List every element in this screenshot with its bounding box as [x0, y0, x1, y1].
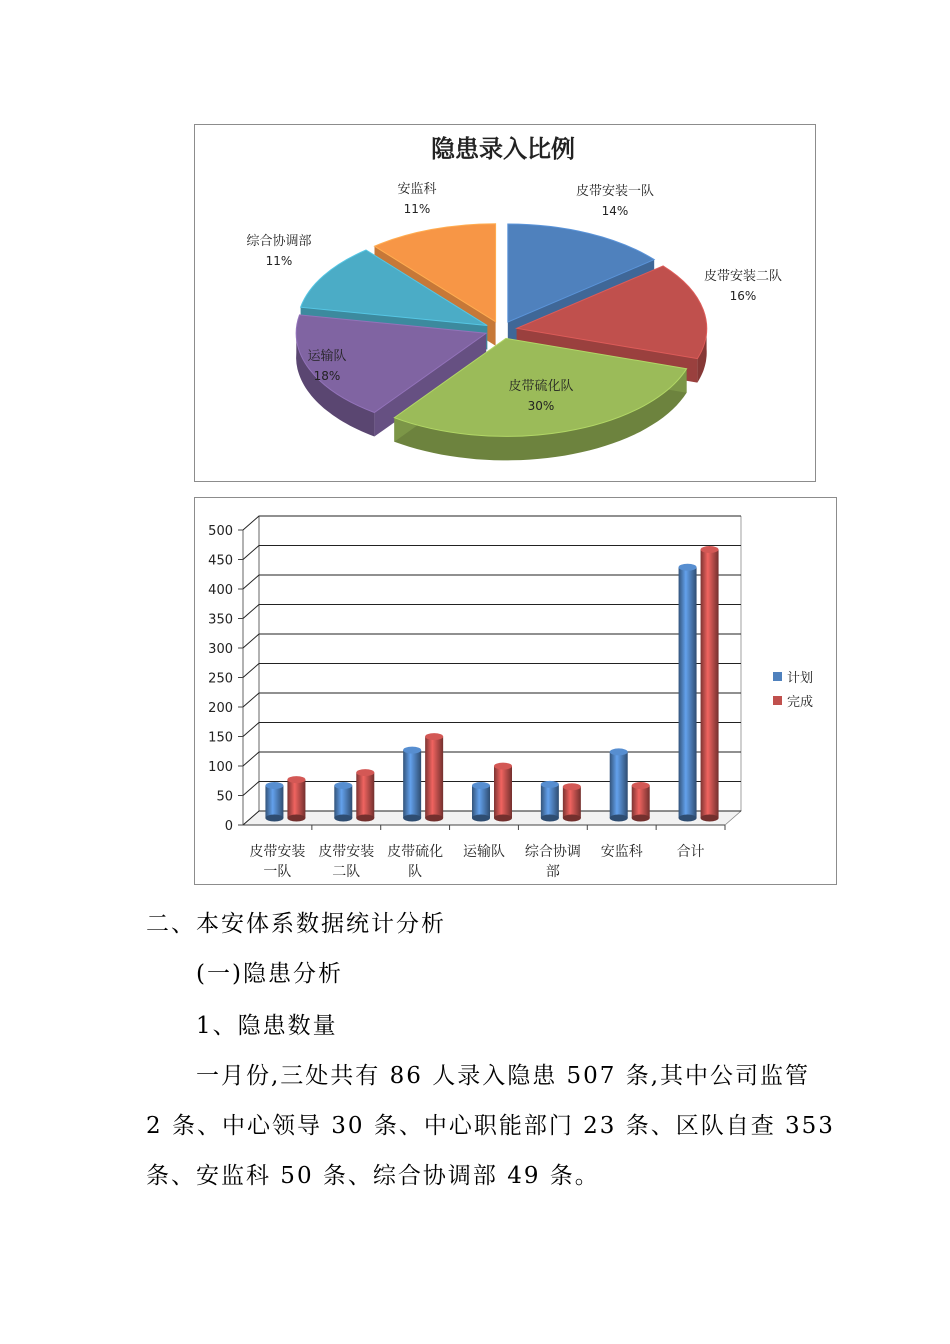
bar-done-3: [425, 733, 443, 821]
bar-done-7: [701, 546, 719, 821]
pie-label-3: 皮带硫化队: [508, 379, 574, 394]
svg-text:计划: 计划: [787, 671, 814, 686]
pie-label-6: 安监科: [397, 182, 437, 197]
subsection-heading: (一)隐患分析: [196, 961, 343, 987]
pie-chart: [194, 124, 816, 482]
bar-done-5: [563, 783, 581, 821]
x-category-label: 皮带硫化: [387, 844, 444, 860]
item-heading: 1、隐患数量: [196, 1013, 338, 1039]
x-category-label: 综合协调: [524, 844, 581, 860]
y-tick-label: 400: [208, 583, 233, 598]
x-category-label: 部: [545, 864, 560, 880]
bar-done-4: [494, 763, 512, 822]
pie-label-4: 运输队: [307, 349, 347, 364]
bar-plan-5: [541, 781, 559, 822]
pie-chart-title: 隐患录入比例: [431, 135, 575, 163]
y-tick-label: 250: [208, 671, 233, 687]
paragraph-line-1: 一月份,三处共有 86 人录入隐患 507 条,其中公司监管: [196, 1063, 811, 1089]
pie-percent-6: 11%: [403, 202, 431, 216]
pie-percent-2: 16%: [729, 289, 757, 303]
x-category-label: 队: [408, 864, 423, 880]
x-category-label: 皮带安装: [318, 844, 375, 860]
y-tick-label: 500: [208, 524, 233, 539]
bar-plan-1: [265, 782, 283, 821]
legend-item-1: [773, 670, 813, 686]
pie-label-5: 综合协调部: [246, 234, 312, 249]
bar-done-2: [356, 769, 374, 821]
bar-chart: [194, 497, 837, 885]
pie-percent-4: 18%: [313, 369, 341, 383]
pie-chart-svg: [195, 125, 815, 481]
pie-percent-3: 30%: [527, 399, 555, 413]
bar-plan-7: [679, 564, 697, 822]
x-category-label: 皮带安装: [249, 844, 306, 860]
legend-item-2: [773, 694, 813, 710]
y-tick-label: 0: [224, 819, 233, 834]
pie-label-1: 皮带安装一队: [575, 184, 655, 199]
y-tick-label: 450: [208, 553, 233, 569]
y-tick-label: 100: [208, 760, 233, 775]
bar-plan-6: [610, 748, 628, 821]
x-category-label: 安监科: [600, 844, 643, 860]
y-tick-label: 150: [208, 730, 233, 746]
y-tick-label: 50: [216, 789, 233, 805]
bar-done-6: [632, 782, 650, 821]
svg-text:完成: 完成: [787, 695, 814, 710]
section-heading: 二、本安体系数据统计分析: [146, 911, 446, 937]
y-tick-label: 200: [208, 701, 233, 716]
x-category-label: 合计: [676, 844, 705, 860]
pie-label-2: 皮带安装二队: [703, 269, 783, 284]
y-tick-label: 300: [208, 642, 233, 657]
y-tick-label: 350: [208, 612, 233, 628]
bar-plan-2: [334, 782, 352, 821]
pie-percent-1: 14%: [601, 204, 629, 218]
bar-done-1: [287, 776, 305, 821]
x-category-label: 一队: [263, 864, 292, 880]
bar-plan-4: [472, 782, 490, 821]
x-category-label: 二队: [332, 864, 361, 880]
pie-percent-5: 11%: [265, 254, 293, 268]
x-category-label: 运输队: [463, 844, 505, 860]
bar-chart-svg: [195, 498, 836, 884]
paragraph-line-3: 条、安监科 50 条、综合协调部 49 条。: [146, 1163, 600, 1189]
paragraph-line-2: 2 条、中心领导 30 条、中心职能部门 23 条、区队自查 353: [146, 1113, 835, 1139]
bar-plan-3: [403, 747, 421, 822]
